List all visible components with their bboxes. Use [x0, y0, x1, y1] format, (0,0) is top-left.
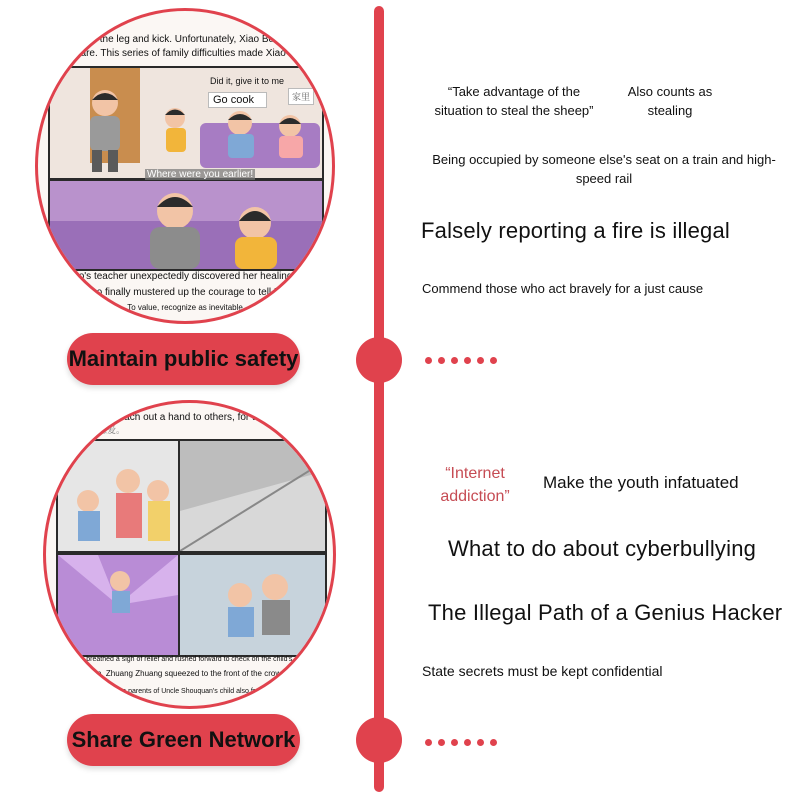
comic-caption: Reach out a hand to others, for this	[111, 412, 268, 423]
comic-caption: 感爱。	[98, 425, 126, 435]
comic-panel-1	[48, 66, 324, 180]
comic-panel-1	[56, 439, 180, 553]
topic-text: Also counts as stealing	[627, 84, 713, 118]
comic-panel-2	[48, 169, 324, 271]
comic-circle-top	[35, 8, 335, 324]
comic-panel-2	[178, 439, 327, 553]
topic-text: Make the youth infatuated	[543, 473, 739, 492]
escalator-illustration	[180, 441, 325, 551]
comic-panel-3	[56, 553, 180, 657]
comic-caption: Kick the leg and kick. Unfortunately, Xiao Ben Ri	[78, 34, 292, 45]
topic-heading: Falsely reporting a fire is illegal	[421, 218, 731, 243]
section-pill-label: Share Green Network	[71, 727, 296, 752]
speech-bubble: Did it, give it to me	[210, 76, 285, 86]
comic-panel-4	[178, 553, 327, 657]
comic-circle-bottom	[43, 400, 336, 709]
speech-bubble: 家里	[288, 88, 314, 105]
crowd-illustration	[58, 441, 178, 551]
comic-caption: Xiao Qiao's teacher unexpectedly discovered her healing injuries.	[40, 271, 330, 282]
section-pill-label: Maintain public safety	[68, 346, 299, 371]
topic-text: “Take advantage of the situation to steal the sheep”	[434, 84, 594, 118]
topic-text: Being occupied by someone else's seat on a train and high-speed rail	[432, 152, 776, 186]
comic-caption: Qiao finally mustered up the courage to tell Hui	[81, 287, 289, 298]
speech-bubble: Go cook	[208, 92, 267, 108]
comic-caption: Don't care. This series of family difficulties made Xiao Qiao di	[49, 48, 321, 59]
comic-caption: To value, recognize as inevitable	[127, 303, 243, 312]
topic-heading: What to do about cyberbullying	[448, 536, 757, 561]
topic-text: State secrets must be kept confidential	[422, 663, 663, 679]
comic-caption: The parents of Uncle Shouquan's child also from	[114, 688, 265, 695]
falling-child-illustration	[58, 555, 178, 655]
comic-caption: With applause, Zhuang Zhuang squeezed to the front of the crowd, little hands	[50, 669, 329, 678]
topic-text-highlight: “Internet addiction”	[440, 465, 510, 505]
section-pill-public-safety	[67, 333, 300, 385]
timeline-node-1	[356, 337, 402, 383]
hug-scene-illustration	[50, 181, 322, 269]
timeline-node-2	[356, 717, 402, 763]
section-pill-green-network	[67, 714, 300, 766]
topic-heading: The Illegal Path of a Genius Hacker	[428, 600, 783, 625]
speech-bubble: Where were you earlier!	[147, 169, 254, 180]
timeline-line	[374, 6, 384, 792]
dots-decoration-2	[425, 739, 497, 746]
dots-decoration-1	[425, 357, 497, 364]
rescue-illustration	[180, 555, 325, 655]
topic-text: Commend those who act bravely for a just cause	[422, 281, 704, 296]
comic-caption: Everyone breathed a sigh of relief and rushed forward to check on the child's condition.	[54, 656, 325, 663]
